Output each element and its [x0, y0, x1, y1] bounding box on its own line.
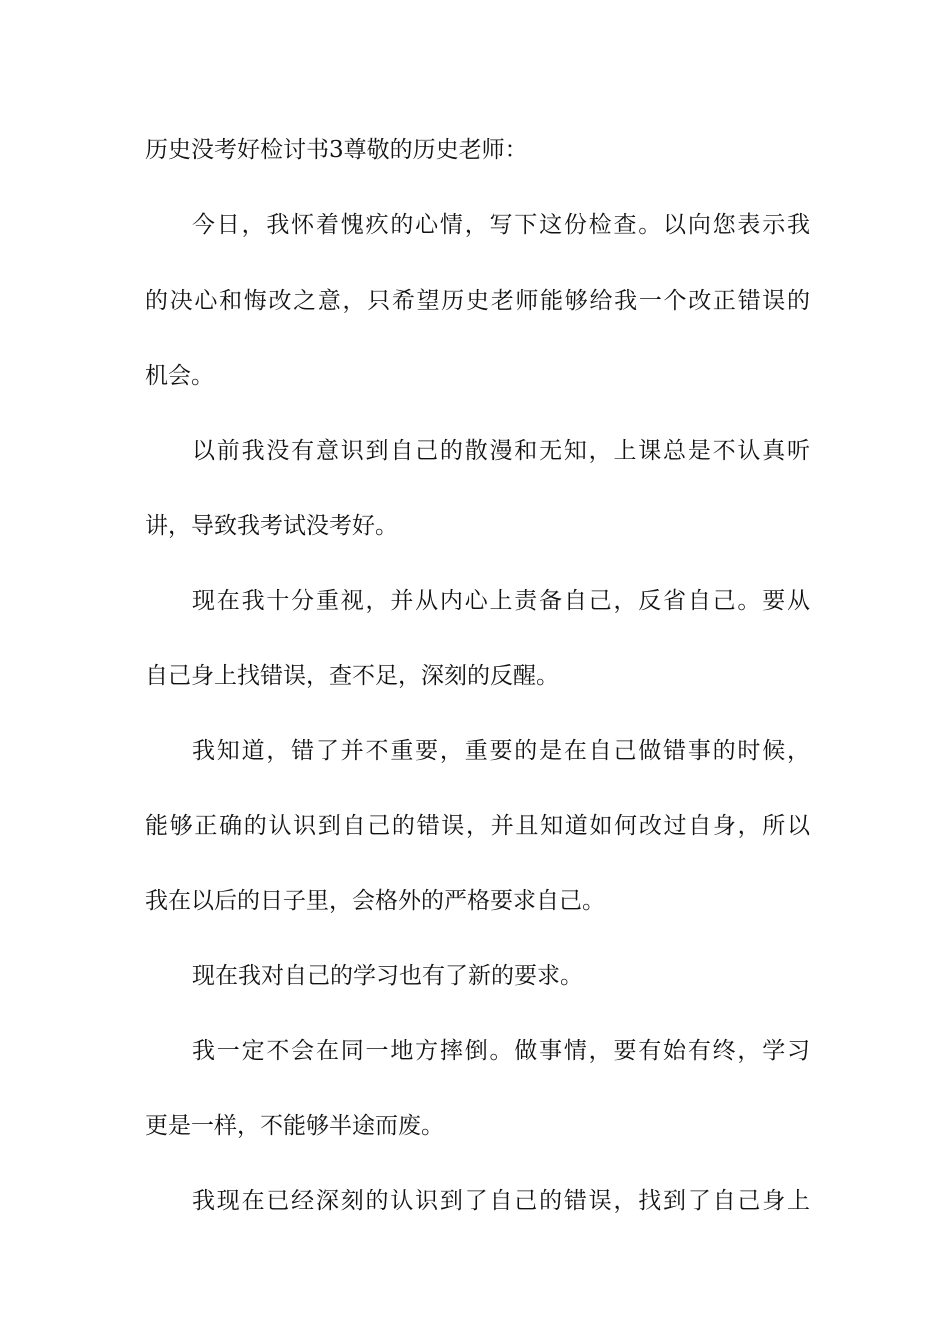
paragraph-1-line-3: 机会。: [145, 363, 214, 389]
paragraph-4-line-1: 我知道，错了并不重要，重要的是在自己做错事的时候，: [192, 738, 810, 764]
paragraph-2-line-1: 以前我没有意识到自己的散漫和无知，上课总是不认真听: [192, 438, 810, 464]
paragraph-6-line-1: 我一定不会在同一地方摔倒。做事情，要有始有终，学习: [192, 1038, 810, 1064]
paragraph-1-line-1: 今日，我怀着愧疚的心情，写下这份检查。以向您表示我: [192, 212, 810, 238]
paragraph-7-line-1: 我现在已经深刻的认识到了自己的错误，找到了自己身上: [192, 1188, 810, 1214]
paragraph-3-line-2: 自己身上找错误，查不足，深刻的反醒。: [145, 663, 559, 689]
paragraph-1-line-2: 的决心和悔改之意，只希望历史老师能够给我一个改正错误的: [145, 288, 810, 314]
paragraph-6-line-2: 更是一样，不能够半途而废。: [145, 1113, 444, 1139]
paragraph-4-line-3: 我在以后的日子里，会格外的严格要求自己。: [145, 888, 605, 914]
paragraph-2-line-2: 讲，导致我考试没考好。: [145, 513, 398, 539]
document-title-line: 历史没考好检讨书3尊敬的历史老师：: [145, 137, 528, 163]
paragraph-3-line-1: 现在我十分重视，并从内心上责备自己，反省自己。要从: [192, 588, 810, 614]
paragraph-5-line-1: 现在我对自己的学习也有了新的要求。: [192, 963, 583, 989]
paragraph-4-line-2: 能够正确的认识到自己的错误，并且知道如何改过自身，所以: [145, 813, 810, 839]
